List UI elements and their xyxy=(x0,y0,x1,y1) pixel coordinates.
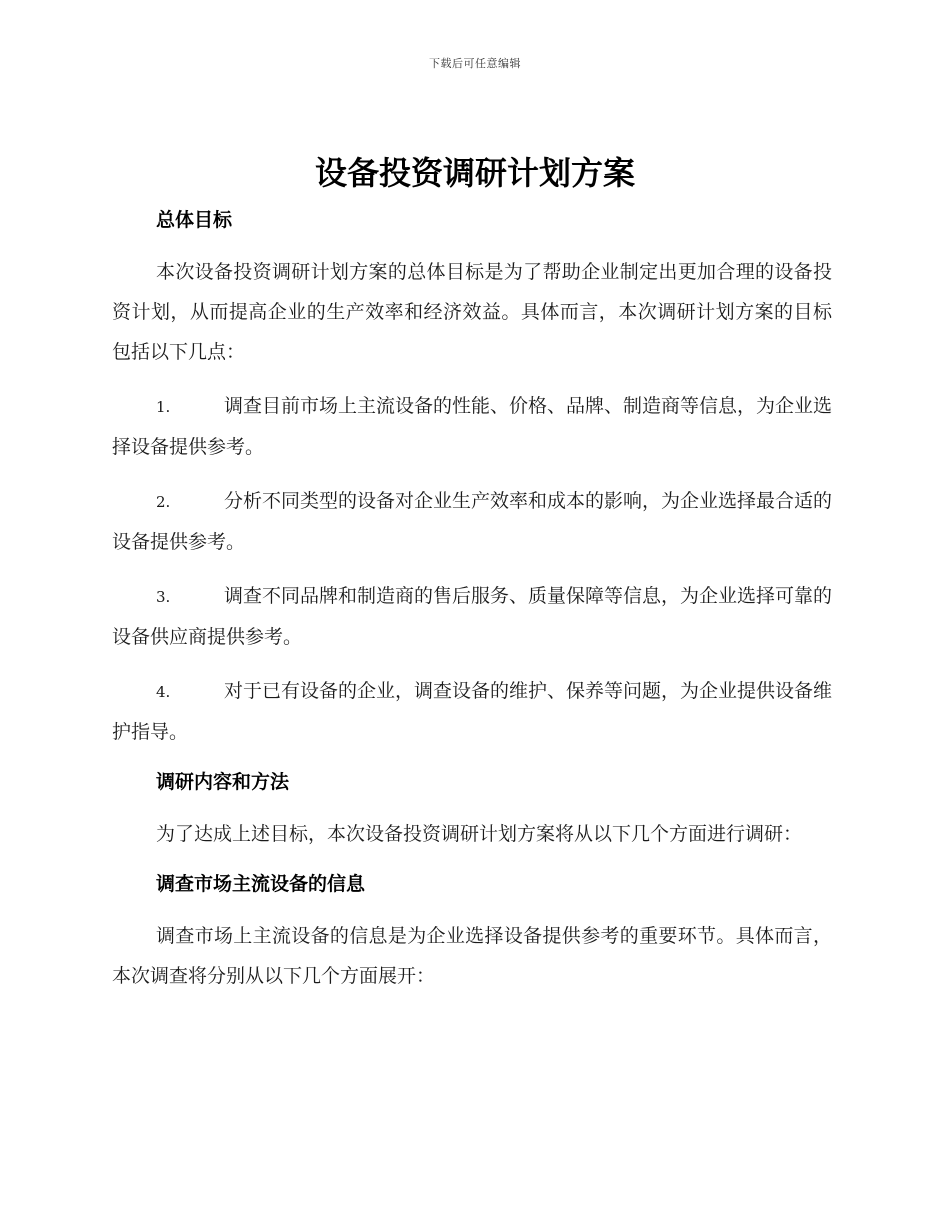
page-header-note: 下载后可任意编辑 xyxy=(429,57,521,70)
goal-item-number: 3. xyxy=(156,588,171,606)
market-heading: 调查市场主流设备的信息 xyxy=(156,873,366,895)
goal-item-text: 分析不同类型的设备对企业生产效率和成本的影响，为企业选择最合适的设备提供参考。 xyxy=(112,490,833,553)
goal-item-1 xyxy=(112,386,832,467)
goal-item-text: 调查不同品牌和制造商的售后服务、质量保障等信息，为企业选择可靠的设备供应商提供参考。 xyxy=(112,585,833,648)
method-intro-paragraph: 为了达成上述目标，本次设备投资调研计划方案将从以下几个方面进行调研： xyxy=(156,823,803,845)
goal-item-text: 调查目前市场上主流设备的性能、价格、品牌、制造商等信息，为企业选择设备提供参考。 xyxy=(112,395,833,458)
goal-heading: 总体目标 xyxy=(156,209,233,231)
goal-item-text: 对于已有设备的企业，调查设备的维护、保养等问题，为企业提供设备维护指导。 xyxy=(112,680,833,743)
goal-item-number: 4. xyxy=(156,683,171,701)
method-heading: 调研内容和方法 xyxy=(156,771,290,793)
goal-item-2 xyxy=(112,481,832,562)
goal-intro-paragraph: 本次设备投资调研计划方案的总体目标是为了帮助企业制定出更加合理的设备投资计划，从而提高企业的生产效率和经济效益。具体而言，本次调研计划方案的目标包括以下几点： xyxy=(112,261,832,363)
goal-item-number: 1. xyxy=(156,398,171,416)
goal-item-4 xyxy=(112,671,832,752)
goal-item-3 xyxy=(112,576,832,657)
document-body xyxy=(112,200,832,996)
market-intro-paragraph: 调查市场上主流设备的信息是为企业选择设备提供参考的重要环节。具体而言，本次调查将分别从以下几个方面展开： xyxy=(112,925,832,987)
document-title: 设备投资调研计划方案 xyxy=(314,154,635,192)
goal-item-number: 2. xyxy=(156,493,171,511)
